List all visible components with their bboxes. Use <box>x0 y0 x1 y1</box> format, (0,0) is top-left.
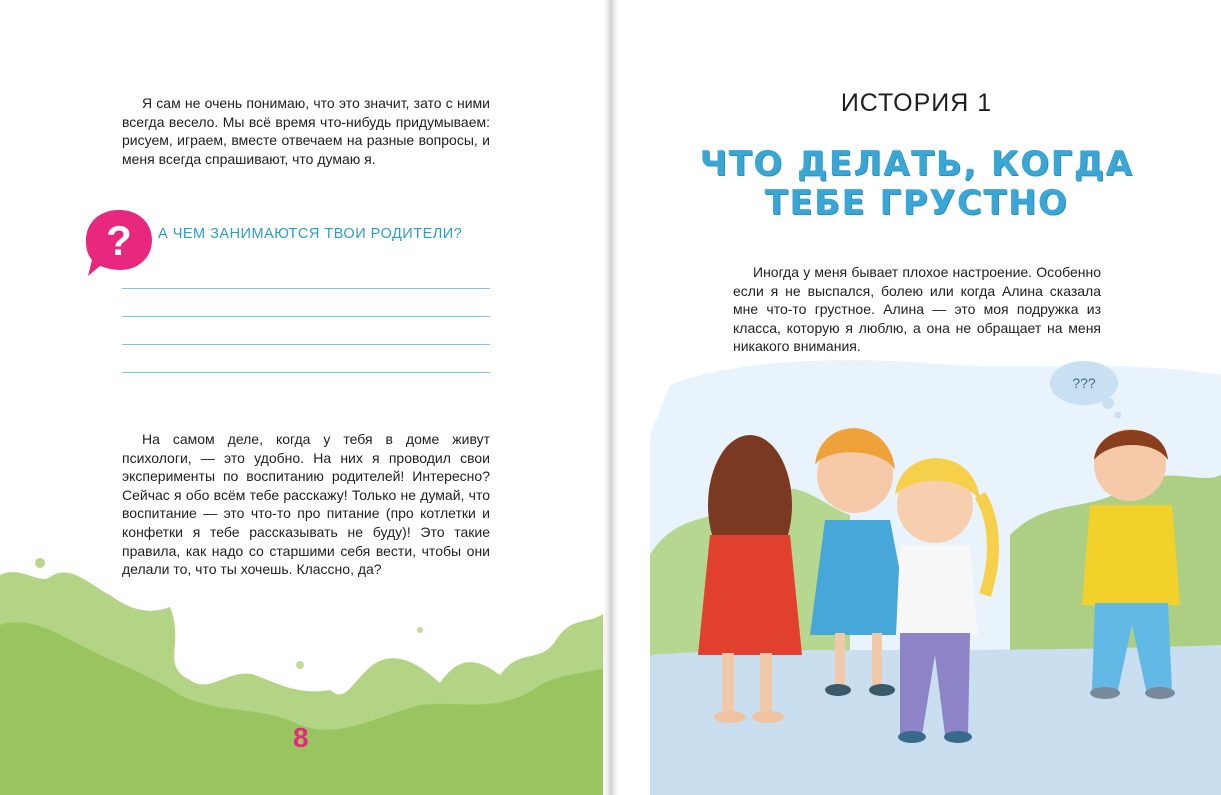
question-prompt: А ЧЕМ ЗАНИМАЮТСЯ ТВОИ РОДИТЕЛИ? <box>158 226 463 242</box>
svg-text:?: ? <box>106 217 132 264</box>
body-paragraph: На самом деле, когда у тебя в доме живут психологи, — это удобно. На них я проводил свои эксперименты по воспитанию родителей! Интересно? Сейчас я обо всём тебе расскажу! Только не думай, что воспитание — это что-то про питание (про котлетки и конфетки я тебе рассказывать не буду)! Это такие правила, как надо со старшими себя вести, чтобы они делали то, что ты хочешь. Классно, да? <box>122 431 490 578</box>
story-title-line1: ЧТО ДЕЛАТЬ, КОГДА <box>699 144 1134 184</box>
page-number: 8 <box>293 722 309 753</box>
answer-line[interactable] <box>122 372 490 373</box>
answer-line[interactable] <box>122 344 490 345</box>
left-page <box>0 0 609 795</box>
children-illustration <box>650 355 1221 795</box>
svg-text:???: ??? <box>1072 375 1096 391</box>
story-title-line2: ТЕБЕ ГРУСТНО <box>764 183 1069 223</box>
book-spine <box>603 0 619 795</box>
answer-line[interactable] <box>122 288 490 289</box>
question-mark-bubble-icon <box>82 206 156 278</box>
green-watercolor-splash <box>0 555 609 795</box>
answer-line[interactable] <box>122 316 490 317</box>
story-paragraph: Иногда у меня бывает плохое настроение. Особенно если я не выспался, болею или когда Алина сказала мне что-то грустное. Алина — это моя подружка из класса, которую я люблю, а она не обращает на меня никакого внимания. <box>733 264 1101 355</box>
intro-paragraph: Я сам не очень понимаю, что это значит, зато с ними всегда весело. Мы всё время что-нибудь придумываем: рисуем, играем, вместе отвечаем на разные вопросы, и меня всегда спрашивают, что думаю я. <box>122 95 490 167</box>
story-kicker: ИСТОРИЯ 1 <box>840 89 993 117</box>
